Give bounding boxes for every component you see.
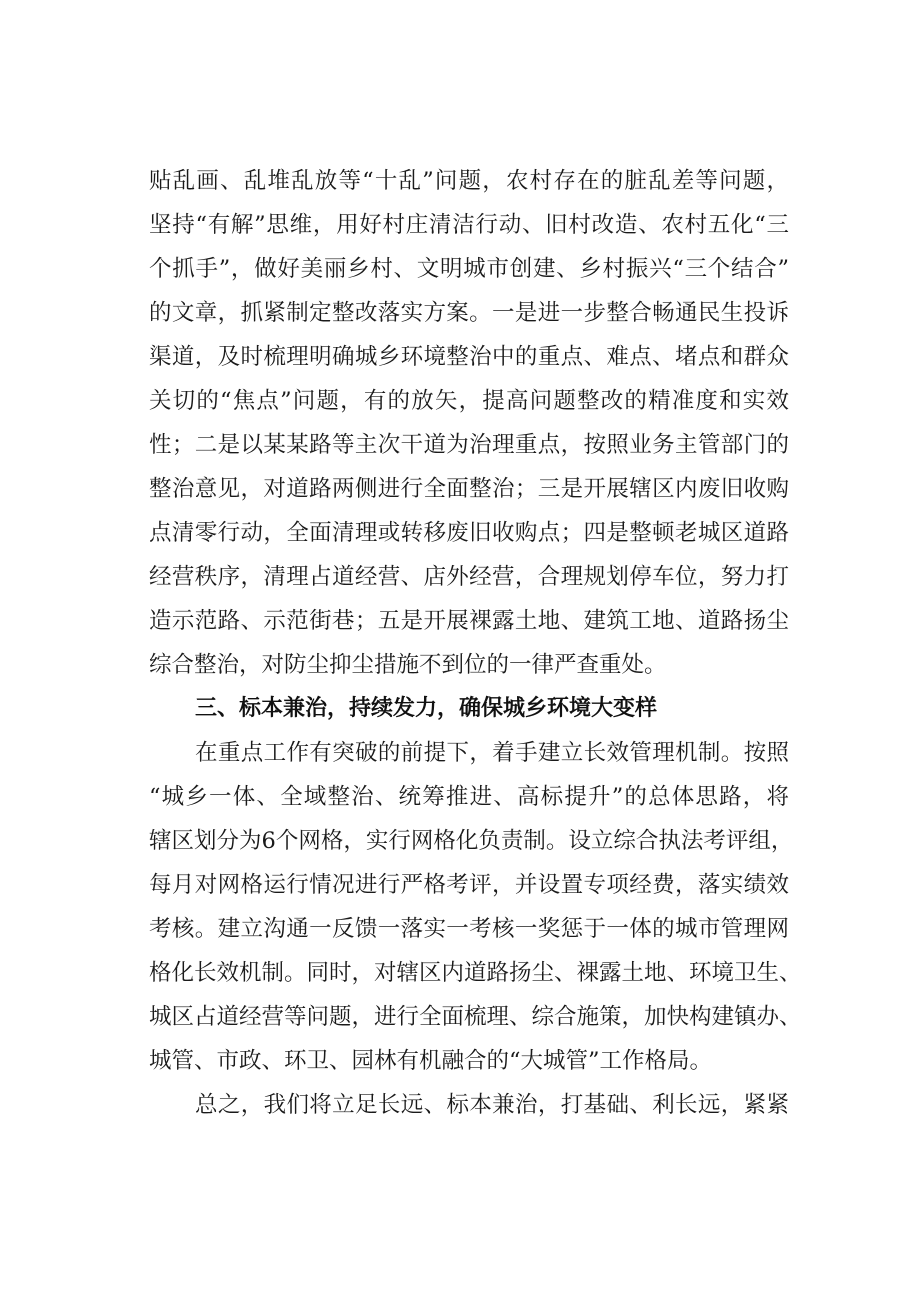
paragraph-1-line-5: 渠道，及时梳理明确城乡环境整治中的重点、难点、堵点和群众 [149,344,789,370]
paragraph-3-line-1: 总之，我们将立足长远、标本兼治，打基础、利长远，紧紧 [195,1092,789,1118]
paragraph-1-line-6: 关切的“焦点”问题，有的放矢，提高问题整改的精准度和实效 [149,388,789,414]
paragraph-2-line-2: “城乡一体、全域整治、统筹推进、高标提升”的总体思路，将 [149,784,789,810]
paragraph-1-line-2: 坚持“有解”思维，用好村庄清洁行动、旧村改造、农村五化“三 [149,212,789,238]
paragraph-2-line-4: 每月对网格运行情况进行严格考评，并设置专项经费，落实绩效 [149,872,789,898]
paragraph-1-line-7: 性；二是以某某路等主次干道为治理重点，按照业务主管部门的 [149,432,789,458]
paragraph-1-line-10: 经营秩序，清理占道经营、店外经营，合理规划停车位，努力打 [149,564,789,590]
paragraph-2-line-5: 考核。建立沟通一反馈一落实一考核一奖惩于一体的城市管理网 [149,916,789,942]
paragraph-1-line-8: 整治意见，对道路两侧进行全面整治；三是开展辖区内废旧收购 [149,476,789,502]
paragraph-1-line-4: 的文章，抓紧制定整改落实方案。一是进一步整合畅通民生投诉 [149,300,789,326]
paragraph-1-line-11: 造示范路、示范街巷；五是开展裸露土地、建筑工地、道路扬尘 [149,608,789,634]
paragraph-2-line-1: 在重点工作有突破的前提下，着手建立长效管理机制。按照 [195,740,789,766]
section-heading: 三、标本兼治，持续发力，确保城乡环境大变样 [195,696,658,721]
paragraph-2-line-7: 城区占道经营等问题，进行全面梳理、综合施策，加快构建镇办、 [149,1004,802,1030]
paragraph-2-line-3: 辖区划分为6个网格，实行网格化负责制。设立综合执法考评组， [149,828,794,854]
paragraph-1-line-9: 点清零行动，全面清理或转移废旧收购点；四是整顿老城区道路 [149,520,789,546]
paragraph-1-line-3: 个抓手”，做好美丽乡村、文明城市创建、乡村振兴“三个结合” [149,256,789,282]
paragraph-2-line-8: 城管、市政、环卫、园林有机融合的“大城管”工作格局。 [149,1048,713,1074]
paragraph-1-line-12: 综合整治，对防尘抑尘措施不到位的一律严查重处。 [149,652,667,678]
paragraph-2-line-6: 格化长效机制。同时，对辖区内道路扬尘、裸露土地、环境卫生、 [149,960,802,986]
paragraph-1-line-1: 贴乱画、乱堆乱放等“十乱”问题，农村存在的脏乱差等问题， [149,168,789,194]
